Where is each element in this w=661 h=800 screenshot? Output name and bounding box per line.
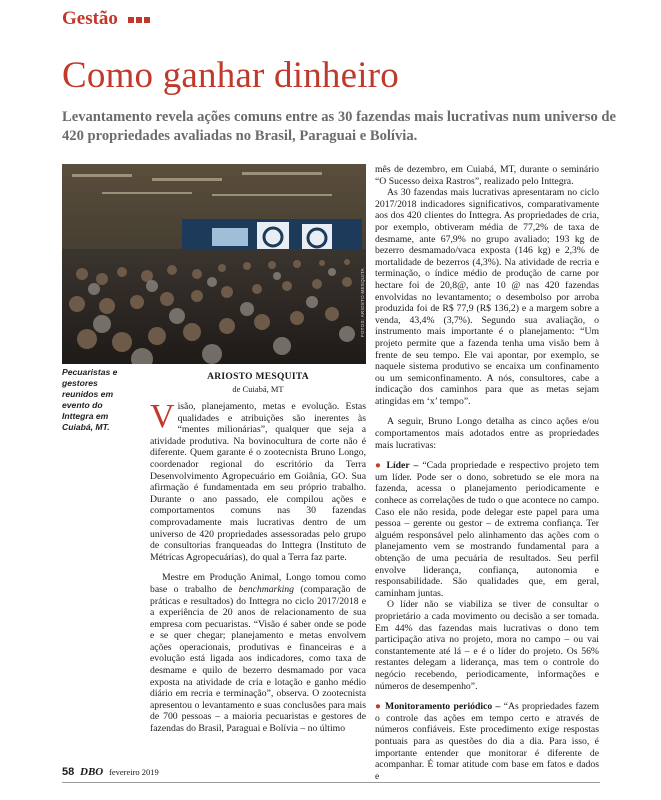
- page-footer: [62, 766, 159, 778]
- body-column-1: [150, 398, 366, 735]
- paragraph: As 30 fazendas mais lucrativas apresentaram no ciclo 2017/2018 indicadores significativos, comparativamente aos dos 420 clientes do Inttegra. As propriedades de cria, por exemplo, obtiveram média de 77,2% de taxa de desmame, ante 67,9% no grupo avaliado; 193 kg de bezerro desmamado/vaca exposta (146 kg) e 2,3% de mortalidade de bezerros (4,3%). Na atividade de recria e terminação, o índice médio de produção de carne por hectare foi de 20,8@, ante 10 @ nas 420 fazendas envolvidas no levantamento; o desembolso por arroba produzida foi de R$ 77,9 (R$ 136,2) e a margem sobre a venda, 43,4% (3,7%). Segundo sua avaliação, o instrumento mais importante é o planejamento: “Um projeto permite que a fazenda tenha uma visão bem à frente de seu tempo. Ele vai apontar, por exemplo, se naquele sistema produtivo se encaixa um confinamento ou um semiconfinamento. A nós, consultores, cabe a indicação dos caminhos para que as metas sejam atingidas em ‘x’ tempo”.: [375, 187, 599, 407]
- byline: [150, 372, 366, 394]
- paragraph: mês de dezembro, em Cuiabá, MT, durante o seminário “O Sucesso deixa Rastros”, realizado pelo Inttegra.: [375, 164, 599, 187]
- article-title: Como ganhar dinheiro: [62, 55, 399, 96]
- paragraph: Mestre em Produção Animal, Longo tomou como base o trabalho de benchmarking (comparação de práticas e resultados) do Inttegra no ciclo 2017/2018 e a experiência de 20 anos de relacionamento de sua empresa com pecuaristas. “Visão é saber onde se pode e se quer chegar; planejamento e metas envolvem ações operacionais, produtivas e financeiras e a evolução está ligada aos indicadores, como taxa de desmame e quilo de bezerro desmamado por vaca exposta na atividade de cria e lotação e ganho médio diário em recria e terminação”, observa. O zootecnista apresentou o levantamento e suas conclusões para mais de 700 pessoas – a maioria pecuaristas e gestores de fazendas do Brasil, Paraguai e Bolívia – no último: [150, 572, 366, 735]
- magazine-name: DBO: [80, 766, 104, 778]
- section-squares-icon: [128, 17, 150, 23]
- author-name: ARIOSTO MESQUITA: [207, 372, 309, 382]
- event-photo: [62, 164, 366, 364]
- body-column-2: [375, 164, 599, 782]
- photo-caption: Pecuaristas e gestores reunidos em evento do Inttegra em Cuiabá, MT.: [62, 367, 118, 432]
- list-item: ● Monitoramento periódico – “As propriedades fazem o controle das ações em tempo certo e através de números confiáveis. Este procedimento exige respostas pontuais para as questões do dia a dia. Para isso, é importante entender que monitorar é diferente de acompanhar. É tomar atitude com base em fatos e dados e: [375, 701, 599, 782]
- footer-divider: [62, 782, 600, 783]
- audience-photo-illustration: [62, 164, 366, 364]
- list-item: ● Líder – “Cada propriedade e respectivo projeto tem um líder. Pode ser o dono, sobretudo se ele mora na fazenda, acessa o planejamento periodicamente e conhece as correlações de tudo o que acontece no campo. Caso ele não resida, pode delegar este papel para uma pessoa – gerente ou gestor – de extrema confiança. Ter alguém responsável pelo alinhamento das ações com o planejamento vem se mostrando fundamental para a obtenção de uma pecuária de resultados. Seu perfil envolve liderança, confiança, autonomia e responsabilidade. São qualidades que, em geral, caminham juntas.: [375, 460, 600, 599]
- section-label: Gestão: [62, 8, 118, 29]
- paragraph: A seguir, Bruno Longo detalha as cinco ações e/ou comportamentos mais adotados entre as propriedades mais lucrativas:: [375, 416, 599, 451]
- author-location: de Cuiabá, MT: [232, 384, 284, 394]
- page-number: 58: [62, 766, 75, 778]
- bullet-icon: ●: [375, 460, 383, 472]
- paragraph: O líder não se viabiliza se tiver de consultar o proprietário a cada movimento ou decisão a ser tomada. Em 44% das fazendas mais lucrativas o dono tem participação ativa no projeto, mora no campo – ou vai constantemente até lá – e é o líder do projeto. Os 56% restantes delegam a liderança, mas tem o controle do negócio recebendo, periodicamente, informações e números de desempenho”.: [375, 599, 599, 692]
- bullet-icon: ●: [375, 701, 382, 713]
- drop-cap: V: [150, 398, 175, 435]
- paragraph: Visão, planejamento, metas e evolução. Estas qualidades e atribuições são inerentes às “mentes milionárias”, qualquer que seja a atividade produtiva. Na bovinocultura de corte não é diferente. Quem garante é o zootecnista Bruno Longo, coordenador regional do escritório da Terra Desenvolvimento Agropecuário em Goiânia, GO. Sua afirmação é fundamentada em seu próprio trabalho. Durante o ano passado, ele compilou ações e comportamentos comuns nas 30 fazendas comprovadamente mais lucrativas dentro de um universo de 420 propriedades assessoradas pelo grupo de consultorias franqueadas do Inttegra (Instituto de Métricas Agropecuárias), do qual a Terra faz parte.: [150, 398, 366, 563]
- photo-credit: FOTOS: ARIOSTO MESQUITA: [360, 268, 365, 338]
- article-subtitle: Levantamento revela ações comuns entre as 30 fazendas mais lucrativas num universo de 420 propriedades avaliadas no Brasil, Paraguai e Bolívia.: [62, 109, 616, 144]
- issue-date: fevereiro 2019: [108, 767, 159, 777]
